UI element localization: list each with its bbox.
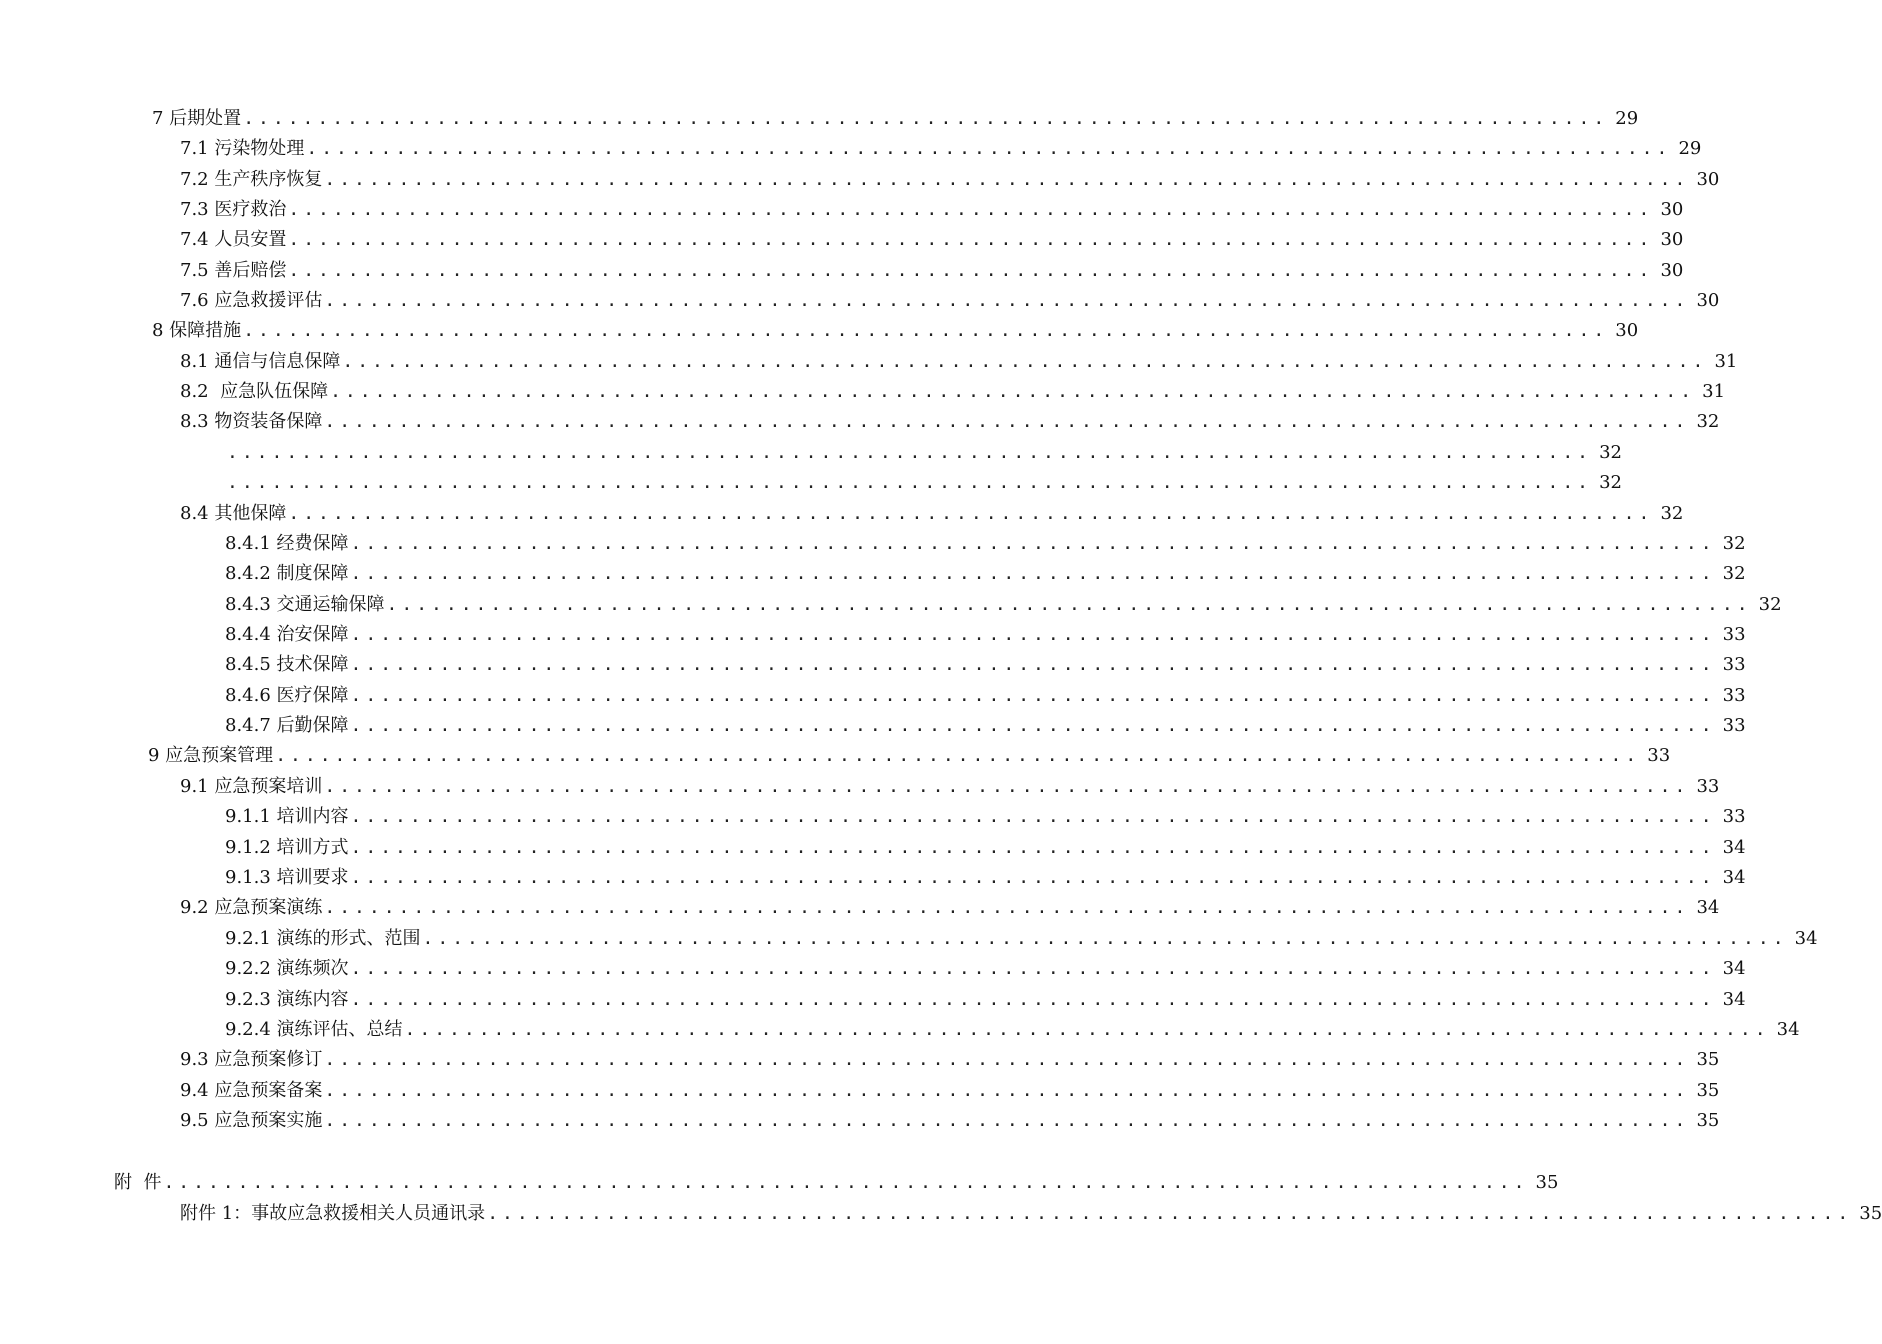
toc-entry[interactable] xyxy=(225,438,1622,468)
toc-entry-label: 8.4 其他保障 xyxy=(180,503,287,524)
toc-leader-dots: ............................................................................................ xyxy=(288,229,1654,250)
toc-entry-label: 9 应急预案管理 xyxy=(148,745,274,766)
toc-leader-dots: ............................................................................................ xyxy=(350,837,1716,858)
toc-entry-label: 7 后期处置 xyxy=(152,108,242,129)
toc-entry[interactable] xyxy=(180,1106,1720,1136)
toc-entry[interactable] xyxy=(114,1168,1559,1198)
toc-entry-label: 9.4 应急预案备案 xyxy=(180,1080,323,1101)
toc-entry[interactable] xyxy=(180,286,1720,316)
toc-page-number: 31 xyxy=(1714,351,1738,372)
toc-page-number: 30 xyxy=(1660,229,1684,250)
toc-entry[interactable] xyxy=(180,772,1720,802)
toc-leader-dots: ............................................................................................ xyxy=(306,138,1672,159)
toc-entry[interactable] xyxy=(152,316,1639,346)
toc-entry[interactable] xyxy=(225,833,1746,863)
toc-entry-label: 7.2 生产秩序恢复 xyxy=(180,169,323,190)
toc-page-number: 29 xyxy=(1615,108,1639,129)
toc-entry-label: 8.4.2 制度保障 xyxy=(225,563,349,584)
toc-page-number: 35 xyxy=(1696,1110,1720,1131)
toc-leader-dots: ............................................................................................ xyxy=(487,1203,1853,1224)
toc-entry[interactable] xyxy=(180,1045,1720,1075)
toc-entry-label: 9.1.3 培训要求 xyxy=(225,867,349,888)
toc-leader-dots: ............................................................................................ xyxy=(324,1110,1690,1131)
toc-leader-dots: ............................................................................................ xyxy=(404,1019,1770,1040)
toc-entry[interactable] xyxy=(180,407,1720,437)
toc-leader-dots: ............................................................................................ xyxy=(288,199,1654,220)
toc-leader-dots: ............................................................................................ xyxy=(350,533,1716,554)
toc-leader-dots: ............................................................................................ xyxy=(243,108,1609,129)
toc-leader-dots: ............................................................................................ xyxy=(324,290,1690,311)
toc-entry[interactable] xyxy=(225,954,1746,984)
toc-entry[interactable] xyxy=(225,681,1746,711)
toc-page-number: 32 xyxy=(1660,503,1684,524)
toc-entry[interactable] xyxy=(180,134,1702,164)
toc-entry-label: 9.1.1 培训内容 xyxy=(225,806,349,827)
toc-page-number: 32 xyxy=(1722,563,1746,584)
toc-leader-dots: ............................................................................................ xyxy=(350,989,1716,1010)
toc-page-number: 34 xyxy=(1722,867,1746,888)
toc-entry[interactable] xyxy=(225,620,1746,650)
toc-entry[interactable] xyxy=(225,650,1746,680)
toc-entry-label: 9.3 应急预案修订 xyxy=(180,1049,323,1070)
toc-page-number: 33 xyxy=(1722,654,1746,675)
toc-page-number: 35 xyxy=(1535,1172,1559,1193)
toc-page-number: 34 xyxy=(1722,989,1746,1010)
toc-entry[interactable] xyxy=(180,377,1726,407)
toc-page-number: 34 xyxy=(1776,1019,1800,1040)
toc-entry-label: 9.2.4 演练评估、总结 xyxy=(225,1019,403,1040)
toc-leader-dots: ............................................................................................ xyxy=(243,320,1609,341)
toc-page-number: 33 xyxy=(1647,745,1671,766)
toc-entry-label: 8.2 应急队伍保障 xyxy=(180,381,329,402)
toc-leader-dots: ............................................................................................ xyxy=(288,503,1654,524)
toc-page-number: 33 xyxy=(1696,776,1720,797)
toc-leader-dots: ............................................................................................ xyxy=(227,472,1592,493)
toc-leader-dots: ............................................................................................ xyxy=(350,958,1716,979)
toc-entry[interactable] xyxy=(148,741,1671,771)
toc-leader-dots: ............................................................................................ xyxy=(350,563,1716,584)
toc-leader-dots: ............................................................................................ xyxy=(350,715,1716,736)
toc-leader-dots: ............................................................................................ xyxy=(324,897,1690,918)
toc-page-number: 29 xyxy=(1678,138,1702,159)
toc-page-number: 30 xyxy=(1660,260,1684,281)
toc-page-number: 33 xyxy=(1722,624,1746,645)
toc-page-number: 33 xyxy=(1722,806,1746,827)
toc-entry[interactable] xyxy=(225,559,1746,589)
toc-leader-dots: ............................................................................................ xyxy=(163,1172,1529,1193)
toc-page-number: 33 xyxy=(1722,715,1746,736)
toc-entry[interactable] xyxy=(225,711,1746,741)
toc-entry[interactable] xyxy=(225,863,1746,893)
toc-entry[interactable] xyxy=(180,1199,1882,1229)
toc-leader-dots: ............................................................................................ xyxy=(324,411,1690,432)
toc-page-number: 30 xyxy=(1615,320,1639,341)
toc-leader-dots: ............................................................................................ xyxy=(350,654,1716,675)
toc-page-number: 32 xyxy=(1758,594,1782,615)
toc-leader-dots: ............................................................................................ xyxy=(324,1080,1690,1101)
toc-entry[interactable] xyxy=(225,985,1746,1015)
toc-entry-label: 7.1 污染物处理 xyxy=(180,138,305,159)
toc-entry-label: 9.2.1 演练的形式、范围 xyxy=(225,928,421,949)
toc-entry[interactable] xyxy=(225,468,1622,498)
toc-page-number: 30 xyxy=(1696,290,1720,311)
toc-entry-label: 9.2.3 演练内容 xyxy=(225,989,349,1010)
toc-entry-label: 8.4.4 治安保障 xyxy=(225,624,349,645)
toc-page-number: 32 xyxy=(1696,411,1720,432)
toc-entry[interactable] xyxy=(180,225,1684,255)
toc-entry-label: 8.4.3 交通运输保障 xyxy=(225,594,385,615)
toc-page-number: 34 xyxy=(1722,837,1746,858)
toc-entry-label: 7.5 善后赔偿 xyxy=(180,260,287,281)
toc-leader-dots: ............................................................................................ xyxy=(350,624,1716,645)
toc-entry[interactable] xyxy=(225,924,1818,954)
toc-entry-label: 9.2 应急预案演练 xyxy=(180,897,323,918)
toc-entry-label: 8.4.6 医疗保障 xyxy=(225,685,349,706)
toc-page-number: 35 xyxy=(1859,1203,1882,1224)
toc-page-number: 30 xyxy=(1696,169,1720,190)
toc-page-number: 33 xyxy=(1722,685,1746,706)
toc-leader-dots: ............................................................................................ xyxy=(350,867,1716,888)
toc-entry[interactable] xyxy=(180,347,1738,377)
toc-entry-label: 8.1 通信与信息保障 xyxy=(180,351,341,372)
toc-leader-dots: ............................................................................................ xyxy=(350,806,1716,827)
toc-entry[interactable] xyxy=(225,802,1746,832)
toc-entry-label: 7.4 人员安置 xyxy=(180,229,287,250)
toc-entry-label: 9.1 应急预案培训 xyxy=(180,776,323,797)
toc-page-number: 34 xyxy=(1794,928,1818,949)
toc-leader-dots: ............................................................................................ xyxy=(350,685,1716,706)
toc-leader-dots: ............................................................................................ xyxy=(324,1049,1690,1070)
toc-entry[interactable] xyxy=(180,1076,1720,1106)
toc-page-number: 34 xyxy=(1722,958,1746,979)
toc-entry-label: 8.4.5 技术保障 xyxy=(225,654,349,675)
toc-leader-dots: ............................................................................................ xyxy=(275,745,1641,766)
toc-page-number: 31 xyxy=(1702,381,1726,402)
toc-page-number: 30 xyxy=(1660,199,1684,220)
toc-leader-dots: ............................................................................................ xyxy=(386,594,1752,615)
toc-entry-label: 7.6 应急救援评估 xyxy=(180,290,323,311)
toc-entry-label: 附 件 xyxy=(114,1172,162,1193)
toc-leader-dots: ............................................................................................ xyxy=(342,351,1708,372)
toc-entry-label: 8.4.7 后勤保障 xyxy=(225,715,349,736)
toc-leader-dots: ............................................................................................ xyxy=(227,442,1592,463)
toc-entry[interactable] xyxy=(180,256,1684,286)
toc-page-number: 35 xyxy=(1696,1049,1720,1070)
toc-entry[interactable] xyxy=(180,195,1684,225)
toc-leader-dots: ............................................................................................ xyxy=(324,776,1690,797)
toc-entry-label: 8.4.1 经费保障 xyxy=(225,533,349,554)
toc-page-number: 32 xyxy=(1599,442,1622,463)
toc-page-number: 34 xyxy=(1696,897,1720,918)
toc-entry-label: 9.1.2 培训方式 xyxy=(225,837,349,858)
toc-entry[interactable] xyxy=(180,165,1720,195)
toc-leader-dots: ............................................................................................ xyxy=(422,928,1788,949)
toc-entry[interactable] xyxy=(225,529,1746,559)
toc-entry-label: 8.3 物资装备保障 xyxy=(180,411,323,432)
toc-entry-label: 附件 1：事故应急救援相关人员通讯录 xyxy=(180,1203,486,1224)
toc-leader-dots: ............................................................................................ xyxy=(324,169,1690,190)
toc-entry-label: 9.2.2 演练频次 xyxy=(225,958,349,979)
toc-entry[interactable] xyxy=(180,499,1684,529)
toc-leader-dots: ............................................................................................ xyxy=(330,381,1696,402)
toc-entry-label: 9.5 应急预案实施 xyxy=(180,1110,323,1131)
toc-entry-label: 7.3 医疗救治 xyxy=(180,199,287,220)
toc-entry[interactable] xyxy=(180,893,1720,923)
toc-entry[interactable] xyxy=(152,104,1639,134)
toc-page-number: 35 xyxy=(1696,1080,1720,1101)
toc-page-number: 32 xyxy=(1722,533,1746,554)
toc-entry[interactable] xyxy=(225,590,1782,620)
toc-entry-label: 8 保障措施 xyxy=(152,320,242,341)
toc-leader-dots: ............................................................................................ xyxy=(288,260,1654,281)
toc-entry[interactable] xyxy=(225,1015,1800,1045)
toc-page-number: 32 xyxy=(1599,472,1622,493)
